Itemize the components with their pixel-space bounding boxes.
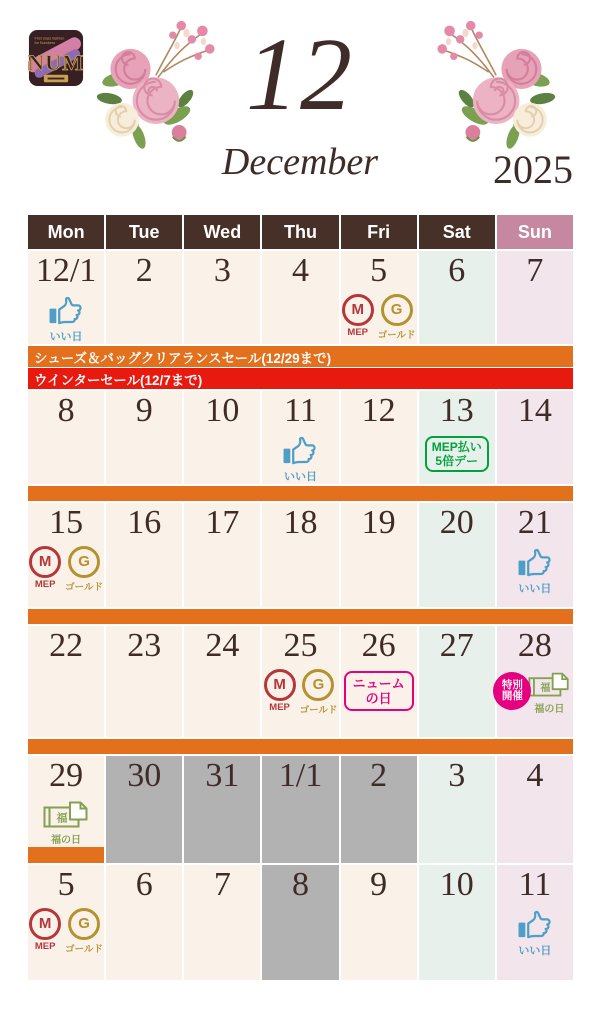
gold-badge	[300, 669, 338, 716]
date-number: 27	[439, 627, 474, 664]
special-line1: 特別	[501, 678, 523, 691]
day-cell-25	[262, 626, 338, 737]
mep-badge	[264, 669, 296, 713]
date-number: 23	[127, 627, 162, 664]
mep-label: MEP	[34, 940, 56, 952]
mep-circle-icon: M	[29, 908, 61, 940]
date-number: 5	[370, 252, 388, 289]
sat-strip-segment	[419, 847, 495, 863]
week-row	[28, 503, 573, 607]
fuku-day-badge	[528, 672, 570, 715]
gold-badge	[65, 546, 103, 593]
special-fuku-badges	[499, 668, 570, 715]
day-cell-15	[28, 503, 104, 607]
date-number: 6	[135, 866, 153, 903]
date-number: 3	[448, 757, 466, 794]
day-cell-4	[497, 756, 573, 847]
fuku-day-label: 福の日	[534, 703, 565, 715]
mep-badge	[29, 546, 61, 590]
mep-badge	[29, 908, 61, 952]
day-cell-28	[497, 626, 573, 737]
thumbs-up-icon	[281, 436, 319, 467]
good-day-label: いい日	[518, 582, 552, 595]
day-cell-17	[184, 503, 260, 607]
sale-strip	[28, 486, 573, 501]
week-row	[28, 251, 573, 344]
date-number: 17	[205, 504, 240, 541]
day-cell-19	[341, 503, 417, 607]
winter-sale-banner	[28, 368, 573, 389]
day-cell-5	[28, 865, 104, 980]
date-number: 14	[517, 392, 552, 429]
day-cell-7	[184, 865, 260, 980]
date-number: 8	[291, 866, 309, 903]
date-number: 31	[205, 757, 240, 794]
day-cell-3	[184, 251, 260, 344]
clearance-sale-text: シューズ＆バッグクリアランスセール(12/29まで)	[34, 350, 332, 366]
weekday-sat: Sat	[419, 215, 495, 249]
weekday-thu: Thu	[262, 215, 338, 249]
date-number: 10	[205, 392, 240, 429]
date-number: 3	[213, 252, 231, 289]
date-number: 1/1	[278, 757, 323, 794]
clearance-sale-banner	[28, 346, 573, 367]
mep-badge	[342, 294, 374, 338]
gold-label: ゴールド	[65, 581, 103, 593]
date-number: 28	[517, 627, 552, 664]
month-name: December	[221, 141, 379, 183]
day-cell-11	[262, 391, 338, 484]
fuku-day-badge	[43, 801, 89, 846]
date-number: 4	[291, 252, 309, 289]
good-day-label: いい日	[283, 470, 317, 483]
date-number: 21	[517, 504, 552, 541]
weekday-fri: Fri	[341, 215, 417, 249]
date-number: 12	[361, 392, 396, 429]
special-event-badge	[493, 672, 531, 710]
day-cell-3	[419, 756, 495, 847]
date-number: 30	[127, 757, 162, 794]
winter-sale-text: ウインターセール(12/7まで)	[34, 372, 203, 388]
gold-circle-icon: G	[381, 294, 413, 326]
date-number: 2	[370, 757, 388, 794]
gold-badge	[65, 908, 103, 955]
date-number: 5	[57, 866, 75, 903]
fuku-character: 福	[56, 812, 68, 825]
date-number: 9	[370, 866, 388, 903]
weeks-container	[28, 251, 573, 980]
day-cell-20	[419, 503, 495, 607]
day-cell-10	[419, 865, 495, 980]
closed-strip-segment	[106, 847, 182, 863]
logo-tagline-line1: First class fashion	[34, 36, 65, 41]
date-number: 4	[526, 757, 544, 794]
date-number: 26	[361, 627, 396, 664]
fuku-character: 福	[540, 682, 551, 694]
num-day-line2: の日	[365, 691, 392, 707]
calendar	[28, 215, 573, 982]
day-cell-6	[419, 251, 495, 344]
day-cell-2	[106, 251, 182, 344]
sale-strip-split	[28, 847, 573, 863]
day-cell-30	[106, 756, 182, 847]
good-day-label: いい日	[49, 330, 83, 343]
day-cell-26	[341, 626, 417, 737]
week-row	[28, 626, 573, 737]
day-cell-11	[497, 865, 573, 980]
month-number: 12	[246, 17, 354, 132]
date-number: 11	[518, 866, 552, 903]
date-number: 8	[57, 392, 75, 429]
closed-strip-segment	[184, 847, 260, 863]
day-cell-23	[106, 626, 182, 737]
year-label: 2025	[493, 147, 573, 192]
day-cell-21	[497, 503, 573, 607]
logo-tagline-line2: for Numbers	[34, 41, 56, 45]
day-cell-14	[497, 391, 573, 484]
mep-circle-icon: M	[342, 294, 374, 326]
gold-circle-icon: G	[68, 908, 100, 940]
gold-label: ゴールド	[299, 704, 338, 716]
date-number: 7	[526, 252, 544, 289]
closed-strip-segment	[262, 847, 338, 863]
fuku-envelope-icon	[43, 801, 89, 830]
mep-gold-badges	[29, 908, 103, 955]
day-cell-2	[341, 756, 417, 847]
weekday-tue: Tue	[106, 215, 182, 249]
day-cell-31	[184, 756, 260, 847]
mep-5x-line2: 5倍デー	[435, 453, 479, 468]
closed-strip-segment	[341, 847, 417, 863]
good-day-badge	[516, 548, 554, 596]
day-cell-12	[341, 391, 417, 484]
fuku-envelope-icon	[528, 672, 570, 699]
date-number: 25	[283, 627, 318, 664]
day-cell-10	[184, 391, 260, 484]
date-number: 15	[49, 504, 84, 541]
date-number: 7	[213, 866, 231, 903]
gold-circle-icon: G	[68, 546, 100, 578]
gold-circle-icon: G	[302, 669, 334, 701]
sale-strip	[28, 609, 573, 624]
mep-gold-badges	[342, 294, 416, 341]
date-number: 6	[448, 252, 466, 289]
day-cell-9	[341, 865, 417, 980]
weekday-wed: Wed	[184, 215, 260, 249]
week-row	[28, 756, 573, 847]
day-cell-24	[184, 626, 260, 737]
date-number: 11	[284, 392, 317, 429]
day-cell-27	[419, 626, 495, 737]
mep-5x-day-badge	[425, 436, 489, 472]
day-cell-4	[262, 251, 338, 344]
day-cell-13	[419, 391, 495, 484]
day-cell-8	[28, 391, 104, 484]
date-number: 2	[135, 252, 153, 289]
logo-brand-text: NUM	[28, 50, 84, 76]
day-cell-22	[28, 626, 104, 737]
day-cell-8	[262, 865, 338, 980]
week-row	[28, 865, 573, 980]
sale-strip-segment	[28, 847, 104, 863]
gold-badge	[378, 294, 416, 341]
day-cell-12-1	[28, 251, 104, 344]
special-line2: 開催	[501, 690, 523, 703]
date-number: 12/1	[35, 252, 97, 289]
date-number: 20	[439, 504, 474, 541]
weekday-header-row	[28, 215, 573, 249]
weekday-mon: Mon	[28, 215, 104, 249]
day-cell-1-1	[262, 756, 338, 847]
weekday-sun: Sun	[497, 215, 573, 249]
mep-circle-icon: M	[29, 546, 61, 578]
mep-label: MEP	[269, 701, 290, 713]
thumbs-up-icon	[516, 910, 554, 941]
day-cell-18	[262, 503, 338, 607]
date-number: 19	[361, 504, 396, 541]
day-cell-16	[106, 503, 182, 607]
mep-gold-badges	[264, 669, 338, 716]
mep-gold-badges	[29, 546, 103, 593]
date-number: 9	[135, 392, 153, 429]
date-number: 13	[439, 392, 474, 429]
good-day-badge	[516, 910, 554, 958]
page-header	[0, 0, 600, 215]
day-cell-5	[341, 251, 417, 344]
good-day-badge	[281, 436, 319, 484]
sun-strip-segment	[497, 847, 573, 863]
date-number: 16	[127, 504, 162, 541]
date-number: 18	[283, 504, 318, 541]
day-cell-29	[28, 756, 104, 847]
num-day-line1: ニューム	[352, 675, 405, 691]
num-day-badge	[344, 671, 414, 712]
thumbs-up-icon	[47, 296, 85, 327]
mep-5x-line1: MEP払い	[431, 439, 482, 454]
gold-label: ゴールド	[377, 329, 416, 341]
date-number: 29	[49, 757, 84, 794]
gold-label: ゴールド	[65, 943, 103, 955]
day-cell-6	[106, 865, 182, 980]
mep-label: MEP	[347, 326, 369, 338]
date-number: 22	[49, 627, 84, 664]
thumbs-up-icon	[516, 548, 554, 579]
day-cell-9	[106, 391, 182, 484]
good-day-badge	[47, 296, 85, 344]
good-day-label: いい日	[518, 944, 552, 957]
mep-label: MEP	[34, 578, 56, 590]
date-number: 24	[205, 627, 240, 664]
sale-strip	[28, 739, 573, 754]
mep-circle-icon: M	[264, 669, 296, 701]
day-cell-7	[497, 251, 573, 344]
week-row	[28, 391, 573, 484]
fuku-day-label: 福の日	[51, 834, 82, 846]
date-number: 10	[439, 866, 474, 903]
